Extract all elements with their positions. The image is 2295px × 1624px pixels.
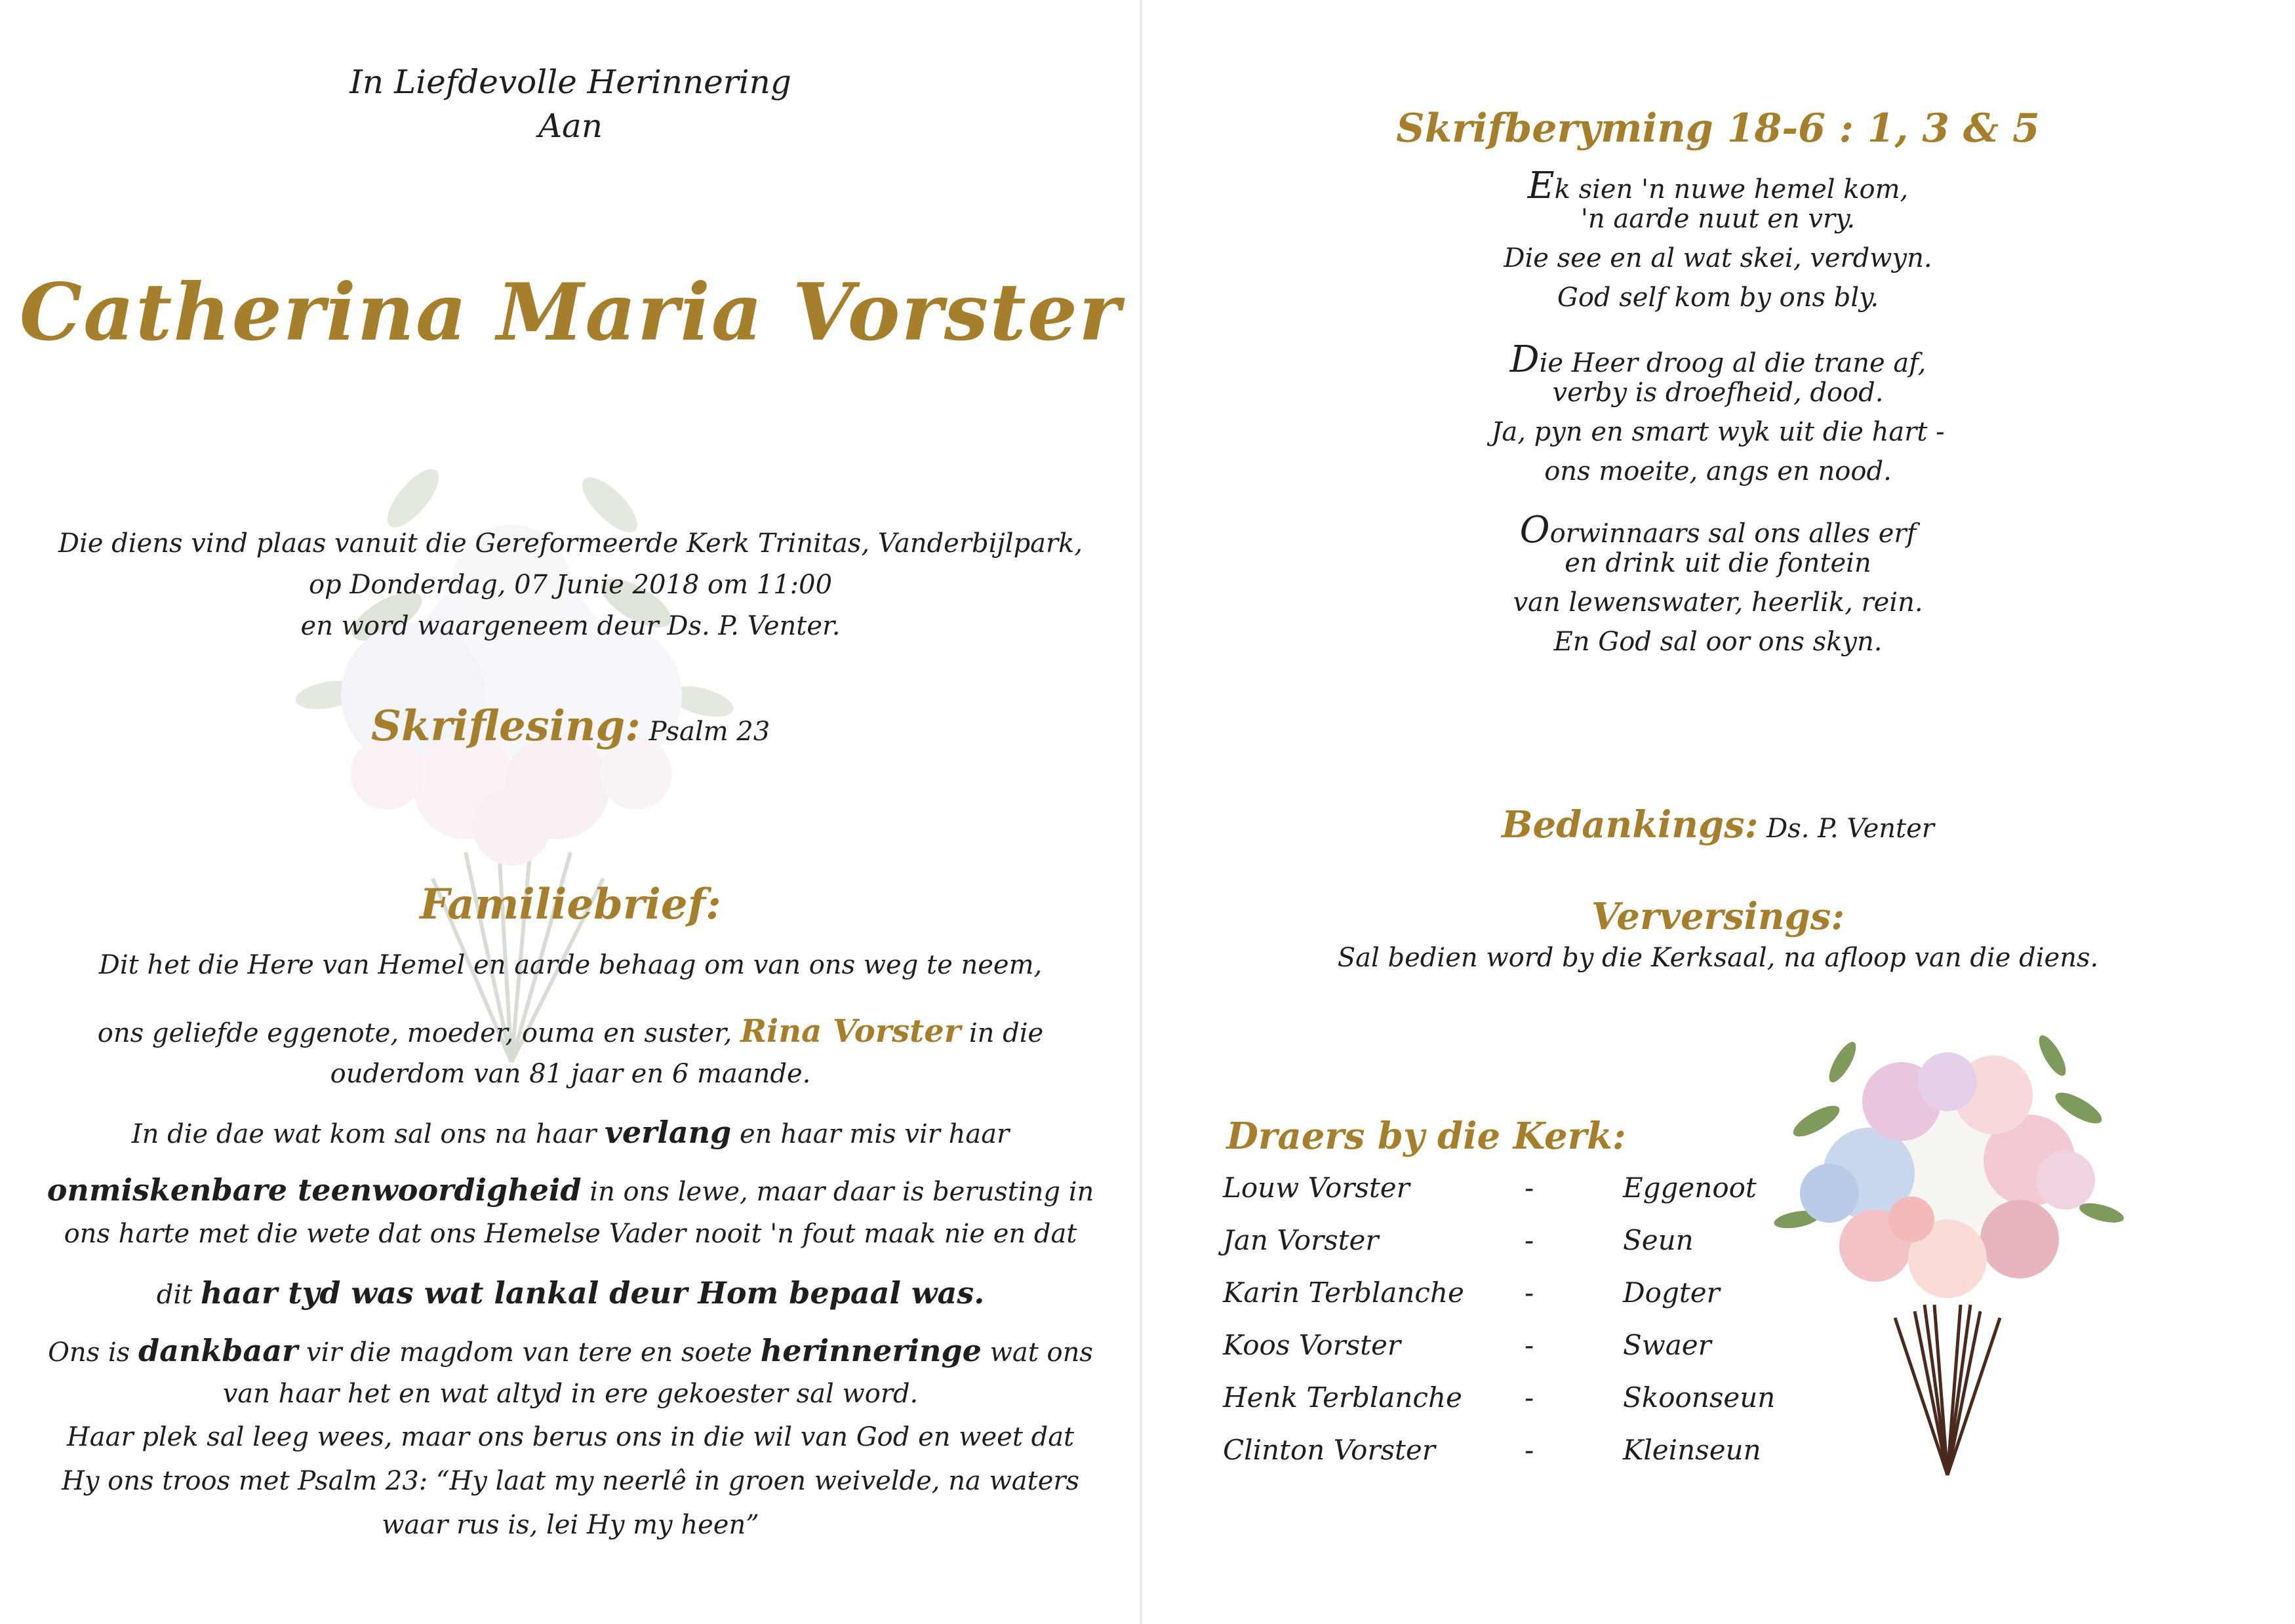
scripture-reading (0, 702, 1141, 752)
bearer-row: Henk Terblanche - Skoonseun (1223, 1381, 1776, 1414)
letter-line-3: ouderdom van 81 jaar en 6 maande. (330, 1059, 811, 1089)
refreshments-text: Sal bedien word by die Kerksaal, na afloop van die diens. (1337, 943, 2099, 973)
letter-line-6: ons harte met die wete dat ons Hemelse Vader nooit 'n fout maak nie en dat (64, 1219, 1077, 1249)
bearer-row: Koos Vorster - Swaer (1223, 1329, 1711, 1361)
flower-bouquet-icon (1770, 1023, 2125, 1482)
service-line-1: Die diens vind plaas vanuit die Gereformeerde Kerk Trinitas, Vanderbijlpark, (58, 528, 1083, 559)
bearer-row: Karin Terblanche - Dogter (1223, 1277, 1720, 1309)
bearer-row: Jan Vorster - Seun (1223, 1224, 1694, 1256)
letter-line-10: Haar plek sal leeg wees, maar ons berus ons in die wil van God en weet dat (66, 1422, 1075, 1452)
nickname: Rina Vorster (740, 1013, 961, 1050)
deceased-name: Catherina Maria Vorster (19, 266, 1122, 359)
left-page (0, 0, 1141, 1624)
stanza-2-line-4: ons moeite, angs en nood. (1544, 456, 1892, 486)
stanza-2-line-1: Die Heer droog al die trane af, (1509, 338, 1926, 381)
bearer-row: Clinton Vorster - Kleinseun (1223, 1434, 1761, 1466)
letter-line-1: Dit het die Here van Hemel en aarde behaag om van ons weg te neem, (98, 950, 1043, 980)
stanza-2-line-2: verby is droefheid, dood. (1552, 378, 1884, 408)
stanza-2-line-3: Ja, pyn en smart wyk uit die hart - (1491, 417, 1945, 447)
reading-label: Skriflesing: (370, 702, 641, 751)
refreshments-heading: Verversings: (1591, 895, 1845, 938)
letter-line-2: ons geliefde eggenote, moeder, ouma en suster, Rina Vorster in die (97, 1013, 1044, 1050)
letter-line-4: In die dae wat kom sal ons na haar verlang en haar mis vir haar (131, 1115, 1010, 1150)
stanza-1-line-3: Die see en al wat skei, verdwyn. (1504, 243, 1932, 273)
reading-value: Psalm 23 (649, 717, 770, 747)
stanza-3-line-3: van lewenswater, heerlik, rein. (1513, 587, 1923, 618)
service-line-2: op Donderdag, 07 Junie 2018 om 11:00 (308, 570, 833, 600)
service-line-3: en word waargeneem deur Ds. P. Venter. (300, 611, 841, 641)
stanza-3-line-2: en drink uit die fontein (1565, 548, 1871, 578)
bearers-heading: Draers by die Kerk: (1226, 1115, 1626, 1158)
letter-line-7: dit haar tyd was wat lankal deur Hom bepaal was. (156, 1275, 985, 1311)
stanza-1-line-4: God self kom by ons bly. (1557, 283, 1879, 313)
letter-line-9: van haar het en wat altyd in ere gekoester sal word. (222, 1379, 919, 1409)
letter-line-5: onmiskenbare teenwoordigheid in ons lewe, maar daar is berusting in (47, 1172, 1094, 1208)
letter-line-11: Hy ons troos met Psalm 23: “Hy laat my neerlê in groen weivelde, na waters (61, 1466, 1080, 1496)
hymn-heading: Skrifberyming 18-6 : 1, 3 & 5 (1396, 106, 2040, 151)
stanza-3-line-4: En God sal oor ons skyn. (1553, 627, 1883, 657)
family-letter-heading: Familiebrief: (420, 880, 721, 929)
stanza-1-line-1: Ek sien 'n nuwe hemel kom, (1527, 165, 1909, 207)
letter-line-12: waar rus is, lei Hy my heen” (382, 1510, 759, 1540)
bearer-row: Louw Vorster - Eggenoot (1223, 1172, 1757, 1204)
thanks: Bedankings: Ds. P. Venter (1502, 803, 1934, 846)
intro-line-1: In Liefdevolle Herinnering (349, 63, 791, 101)
stanza-1-line-2: 'n aarde nuut en vry. (1580, 204, 1856, 234)
stanza-3-line-1: Oorwinnaars sal ons alles erf (1519, 509, 1917, 551)
letter-line-8: Ons is dankbaar vir die magdom van tere en soete herinneringe wat ons (48, 1333, 1093, 1368)
intro-line-2: Aan (538, 107, 603, 145)
